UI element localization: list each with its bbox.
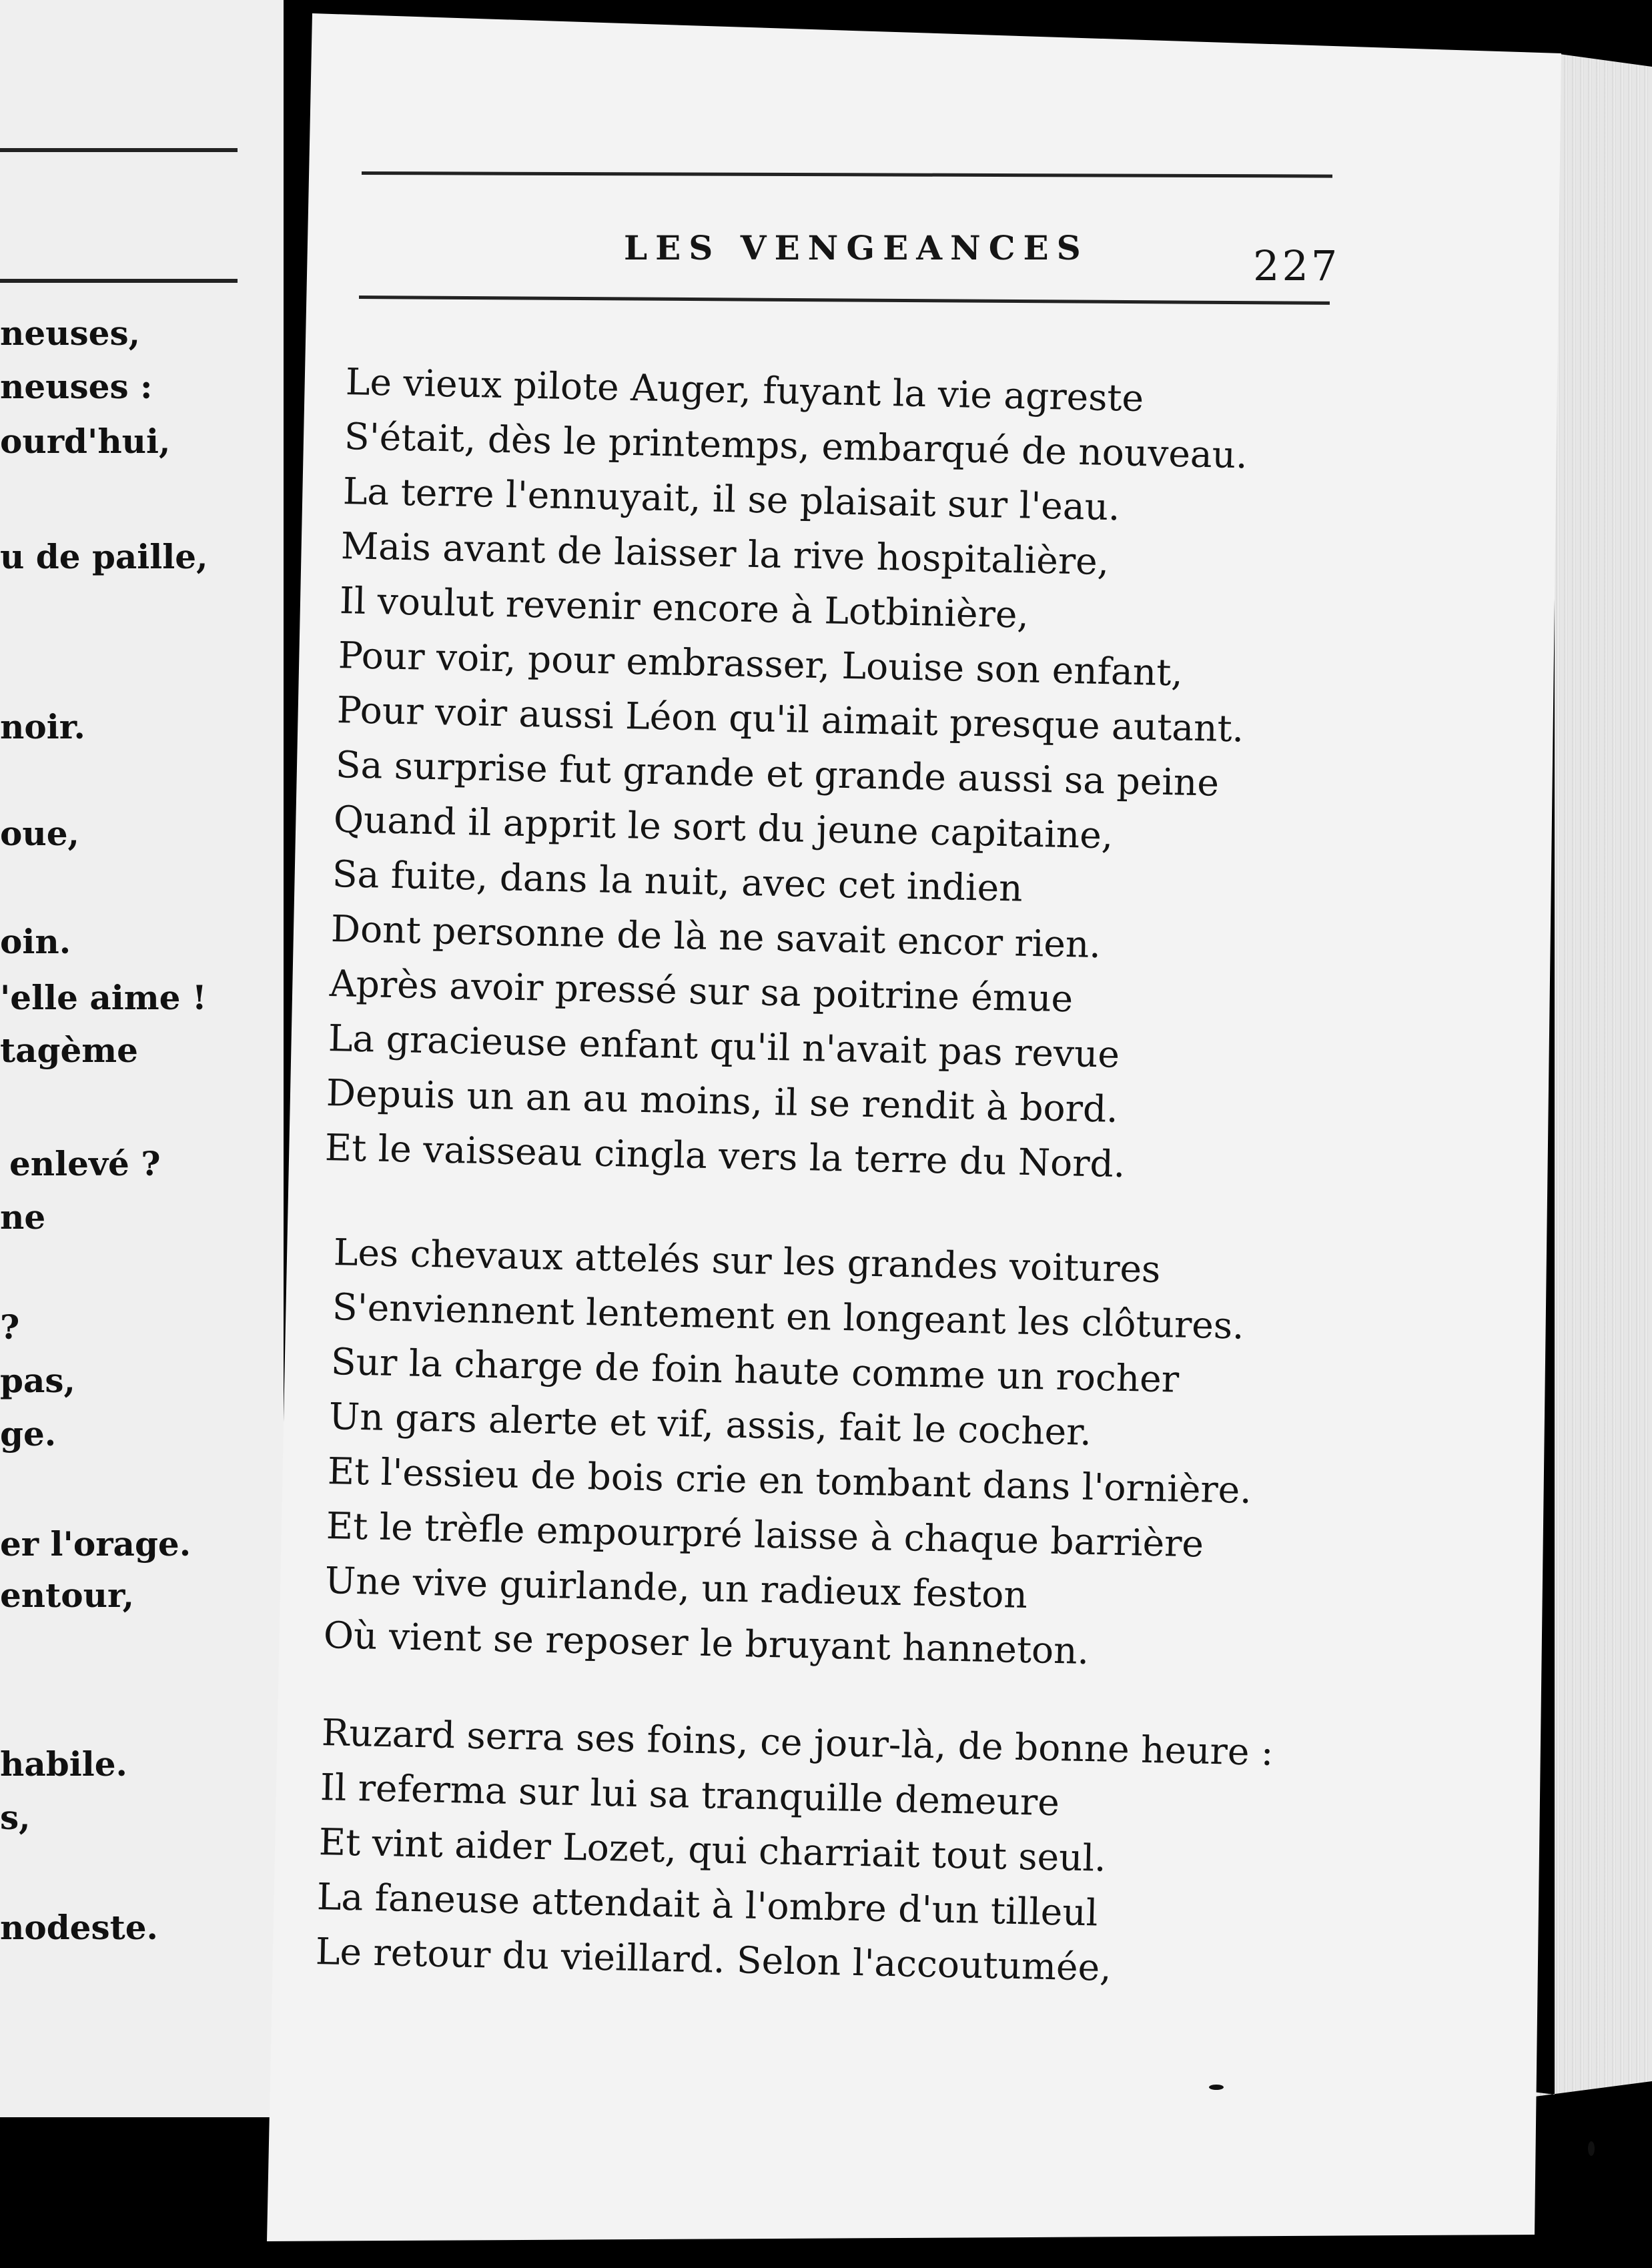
left-page-line: er l'orage. bbox=[0, 1524, 191, 1564]
left-page-line: tagème bbox=[0, 1031, 138, 1070]
left-page-line: oue, bbox=[0, 814, 79, 853]
poem-line: Le vieux pilote Auger, fuyant la vie agreste bbox=[345, 360, 1144, 420]
left-page-line: oin. bbox=[0, 922, 71, 961]
poem-line: Sa fuite, dans la nuit, avec cet indien bbox=[332, 853, 1023, 910]
poem-line: La faneuse attendait à l'ombre d'un tilleul bbox=[316, 1875, 1099, 1934]
poem-line: Le retour du vieillard. Selon l'accoutumée, bbox=[315, 1930, 1112, 1989]
left-page-line: habile. bbox=[0, 1744, 127, 1784]
scan-speck bbox=[1209, 2085, 1224, 2090]
poem-line: Et le vaisseau cingla vers la terre du Nord. bbox=[324, 1126, 1126, 1186]
poem-line: Et le trèfle empourpré laisse à chaque barrière bbox=[326, 1504, 1204, 1566]
poem-line: Ruzard serra ses foins, ce jour-là, de bonne heure : bbox=[321, 1711, 1274, 1774]
header-rule-top bbox=[362, 171, 1332, 178]
poem-line: La gracieuse enfant qu'il n'avait pas revue bbox=[327, 1017, 1120, 1076]
poem-line: Il referma sur lui sa tranquille demeure bbox=[320, 1766, 1060, 1824]
left-page bbox=[0, 0, 284, 2117]
poem-line: Mais avant de laisser la rive hospitalière, bbox=[340, 524, 1110, 584]
left-page-line: ? bbox=[0, 1307, 20, 1347]
poem-line: Sur la charge de foin haute comme un rocher bbox=[330, 1340, 1180, 1401]
left-page-line: neuses : bbox=[0, 367, 153, 406]
poem-line: Après avoir pressé sur sa poitrine émue bbox=[329, 962, 1074, 1021]
poem-line: Et vint aider Lozet, qui charriait tout seul. bbox=[318, 1820, 1106, 1880]
poem-line: Un gars alerte et vif, assis, fait le cocher. bbox=[328, 1395, 1092, 1454]
poem-line: La terre l'ennuyait, il se plaisait sur l'eau. bbox=[342, 470, 1120, 529]
running-title: LES VENGEANCES bbox=[624, 228, 1089, 267]
poem-line: Une vive guirlande, un radieux feston bbox=[324, 1559, 1028, 1617]
poem-line: Pour voir, pour embrasser, Louise son enfant, bbox=[338, 634, 1184, 694]
left-page-line: pas, bbox=[0, 1361, 75, 1400]
left-page-line: enlevé ? bbox=[9, 1144, 161, 1183]
poem-line: S'enviennent lentement en longeant les clôtures. bbox=[332, 1285, 1245, 1347]
poem-line: Les chevaux attelés sur les grandes voitures bbox=[333, 1231, 1161, 1291]
left-page-text bbox=[0, 0, 284, 2117]
poem-line: Depuis un an au moins, il se rendit à bord. bbox=[326, 1071, 1119, 1131]
left-page-line: nodeste. bbox=[0, 1908, 158, 1947]
poem-line: Et l'essieu de bois crie en tombant dans l'ornière. bbox=[327, 1450, 1252, 1512]
left-page-line: noir. bbox=[0, 707, 85, 746]
poem-line: S'était, dès le printemps, embarqué de nouveau. bbox=[344, 415, 1248, 477]
left-page-line: ge. bbox=[0, 1414, 57, 1454]
poem-line: Quand il apprit le sort du jeune capitaine, bbox=[333, 798, 1114, 857]
poem-line: Sa surprise fut grande et grande aussi sa peine bbox=[334, 743, 1220, 804]
left-page-line: neuses, bbox=[0, 314, 141, 353]
left-page-line: ne bbox=[0, 1197, 46, 1237]
poem-line: Dont personne de là ne savait encor rien. bbox=[330, 907, 1102, 967]
left-page-line: entour, bbox=[0, 1576, 135, 1615]
right-page-content bbox=[267, 13, 1561, 2241]
left-page-line: ourd'hui, bbox=[0, 422, 171, 461]
scan-speck bbox=[1588, 2141, 1595, 2156]
header-rule-bottom bbox=[359, 296, 1330, 305]
left-page-line: 'elle aime ! bbox=[0, 978, 207, 1017]
poem-line: Où vient se reposer le bruyant hanneton. bbox=[322, 1614, 1090, 1673]
poem-line: Pour voir aussi Léon qu'il aimait presque autant. bbox=[336, 688, 1244, 750]
left-page-line: s, bbox=[0, 1798, 31, 1837]
left-page-line: u de paille, bbox=[0, 537, 208, 576]
page-number: 227 bbox=[1253, 241, 1340, 290]
poem-line: Il voulut revenir encore à Lotbinière, bbox=[339, 579, 1029, 636]
